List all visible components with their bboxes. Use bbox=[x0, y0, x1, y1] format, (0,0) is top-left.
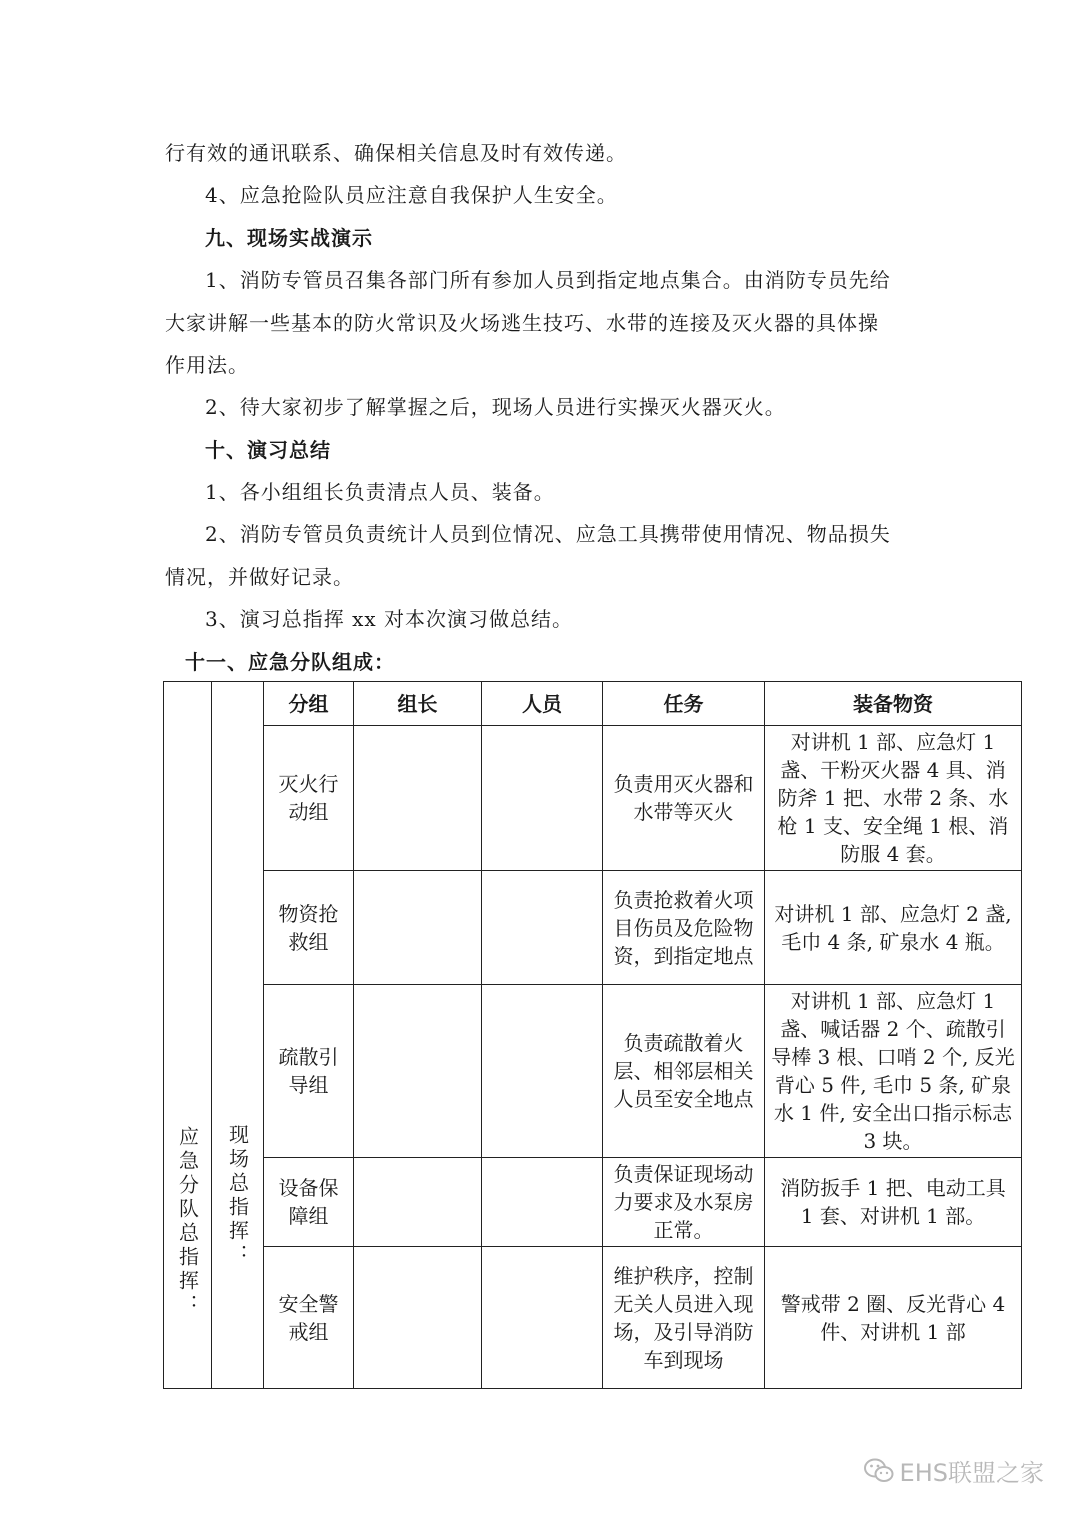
paragraph: 情况，并做好记录。 bbox=[165, 565, 354, 589]
members-cell bbox=[482, 985, 603, 1158]
leader-cell bbox=[354, 1158, 482, 1247]
commander-cell bbox=[164, 682, 212, 1389]
members-cell bbox=[482, 871, 603, 985]
members-cell bbox=[482, 726, 603, 871]
group-cell: 疏散引导组 bbox=[264, 985, 354, 1158]
paragraph: 行有效的通讯联系、确保相关信息及时有效传递。 bbox=[165, 141, 627, 165]
equipment-cell: 警戒带 2 圈、反光背心 4 件、对讲机 1 部 bbox=[765, 1247, 1022, 1389]
paragraph: 作用法。 bbox=[165, 353, 249, 377]
paragraph: 1、各小组组长负责清点人员、装备。 bbox=[205, 480, 555, 504]
paragraph: 1、消防专管员召集各部门所有参加人员到指定地点集合。由消防专员先给 bbox=[205, 268, 891, 292]
paragraph: 4、应急抢险队员应注意自我保护人生安全。 bbox=[205, 183, 618, 207]
column-header: 装备物资 bbox=[765, 682, 1022, 726]
paragraph: 2、待大家初步了解掌握之后，现场人员进行实操灭火器灭火。 bbox=[205, 395, 786, 419]
members-cell bbox=[482, 1158, 603, 1247]
site-commander-cell bbox=[212, 682, 264, 1389]
table-row bbox=[164, 726, 1022, 871]
paragraph: 3、演习总指挥 xx 对本次演习做总结。 bbox=[205, 607, 573, 631]
site-commander-label: 现场总指挥： bbox=[225, 1124, 250, 1268]
table-row bbox=[164, 1247, 1022, 1389]
task-cell: 负责用灭火器和水带等灭火 bbox=[603, 726, 765, 871]
task-cell: 负责保证现场动力要求及水泵房正常。 bbox=[603, 1158, 765, 1247]
equipment-cell: 对讲机 1 部、应急灯 2 盏, 毛巾 4 条, 矿泉水 4 瓶。 bbox=[765, 871, 1022, 985]
column-header: 组长 bbox=[354, 682, 482, 726]
wechat-icon bbox=[864, 1458, 894, 1484]
equipment-cell: 消防扳手 1 把、电动工具 1 套、对讲机 1 部。 bbox=[765, 1158, 1022, 1247]
table-row bbox=[164, 985, 1022, 1158]
watermark-text: EHS联盟之家 bbox=[899, 1459, 1044, 1487]
team-table bbox=[163, 681, 1022, 1389]
table-row bbox=[164, 1158, 1022, 1247]
table-header-row bbox=[164, 682, 1022, 726]
leader-cell bbox=[354, 1247, 482, 1389]
leader-cell bbox=[354, 985, 482, 1158]
equipment-cell: 对讲机 1 部、应急灯 1 盏、干粉灭火器 4 具、消防斧 1 把、水带 2 条、水枪 1 支、安全绳 1 根、消防服 4 套。 bbox=[765, 726, 1022, 871]
leader-cell bbox=[354, 726, 482, 871]
section-heading: 九、现场实战演示 bbox=[205, 226, 373, 250]
column-header: 分组 bbox=[264, 682, 354, 726]
task-cell: 负责疏散着火层、相邻层相关人员至安全地点 bbox=[603, 985, 765, 1158]
table-row bbox=[164, 871, 1022, 985]
commander-label: 应急分队总指挥： bbox=[175, 1126, 200, 1318]
group-cell: 灭火行动组 bbox=[264, 726, 354, 871]
leader-cell bbox=[354, 871, 482, 985]
column-header: 人员 bbox=[482, 682, 603, 726]
group-cell: 安全警戒组 bbox=[264, 1247, 354, 1389]
members-cell bbox=[482, 1247, 603, 1389]
section-heading: 十一、应急分队组成： bbox=[185, 650, 395, 674]
section-heading: 十、演习总结 bbox=[205, 438, 331, 462]
paragraph: 2、消防专管员负责统计人员到位情况、应急工具携带使用情况、物品损失 bbox=[205, 522, 891, 546]
group-cell: 物资抢救组 bbox=[264, 871, 354, 985]
column-header: 任务 bbox=[603, 682, 765, 726]
group-cell: 设备保障组 bbox=[264, 1158, 354, 1247]
task-cell: 负责抢救着火项目伤员及危险物资，到指定地点 bbox=[603, 871, 765, 985]
task-cell: 维护秩序，控制无关人员进入现场，及引导消防车到现场 bbox=[603, 1247, 765, 1389]
watermark bbox=[864, 1453, 1044, 1488]
equipment-cell: 对讲机 1 部、应急灯 1 盏、喊话器 2 个、疏散引导棒 3 根、口哨 2 个, 反光背心 5 件, 毛巾 5 条, 矿泉水 1 件, 安全出口指示标志 3 块。 bbox=[765, 985, 1022, 1158]
paragraph: 大家讲解一些基本的防火常识及火场逃生技巧、水带的连接及灭火器的具体操 bbox=[165, 311, 879, 335]
